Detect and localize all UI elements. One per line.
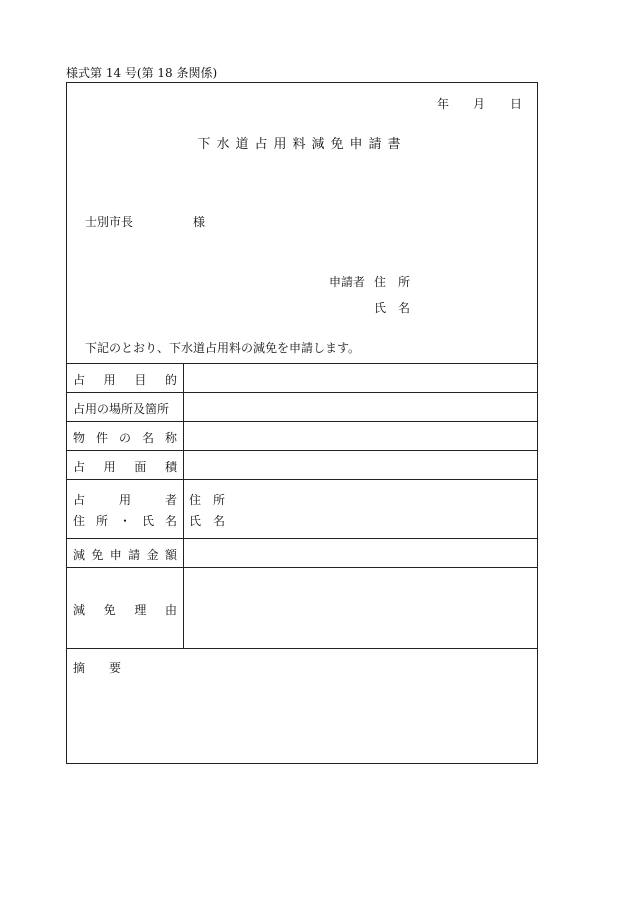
label-char: 面 bbox=[134, 460, 147, 474]
label-char: 理 bbox=[134, 603, 147, 617]
label-char: 名 bbox=[141, 431, 154, 445]
form-title: 下水道占用料減免申請書 bbox=[197, 137, 407, 152]
label-char: 物 bbox=[73, 431, 86, 445]
label-char: 氏 bbox=[141, 514, 154, 528]
label-char: の bbox=[118, 431, 131, 445]
application-form bbox=[66, 82, 538, 764]
remarks-label: 摘 要 bbox=[73, 661, 122, 675]
label-char: 減 bbox=[73, 603, 86, 617]
label-char: 占 bbox=[73, 460, 86, 474]
label-char: 称 bbox=[164, 431, 177, 445]
object-name-label bbox=[73, 429, 177, 446]
label-char: 請 bbox=[128, 548, 141, 562]
label-char: 用 bbox=[118, 493, 131, 507]
label-char: 用 bbox=[103, 373, 116, 387]
occupant-name-label: 氏 名 bbox=[189, 514, 226, 528]
label-char: 件 bbox=[95, 431, 108, 445]
label-char: 減 bbox=[73, 548, 86, 562]
reason-label bbox=[73, 601, 177, 618]
divider bbox=[67, 363, 537, 364]
area-label bbox=[73, 458, 177, 475]
label-char: 免 bbox=[91, 548, 104, 562]
occupant-address-label: 住 所 bbox=[189, 493, 226, 507]
label-char: 申 bbox=[109, 548, 122, 562]
label-char: 住 bbox=[73, 514, 86, 528]
amount-label bbox=[73, 546, 177, 563]
label-char: 金 bbox=[146, 548, 159, 562]
label-char: 目 bbox=[134, 373, 147, 387]
date-month: 月 bbox=[473, 97, 486, 111]
purpose-label bbox=[73, 371, 177, 388]
divider bbox=[67, 392, 537, 393]
label-char: 用 bbox=[103, 460, 116, 474]
intro-text: 下記のとおり、下水道占用料の減免を申請します。 bbox=[85, 341, 361, 355]
label-char: 的 bbox=[164, 373, 177, 387]
applicant-address-label: 住 所 bbox=[374, 275, 411, 289]
divider bbox=[67, 538, 537, 539]
occupant-label-line2 bbox=[73, 512, 177, 529]
location-label bbox=[73, 400, 177, 417]
addressee: 士別市長 bbox=[85, 215, 134, 229]
form-number: 様式第 14 号(第 18 条関係) bbox=[66, 66, 218, 80]
divider bbox=[67, 567, 537, 568]
divider bbox=[67, 648, 537, 649]
honorific: 様 bbox=[193, 215, 206, 229]
applicant-name-label: 氏 名 bbox=[374, 301, 411, 315]
label-char: 占 bbox=[73, 493, 86, 507]
date-day: 日 bbox=[510, 97, 523, 111]
label-text: 占用の場所及箇所 bbox=[73, 402, 170, 416]
label-char: 所 bbox=[95, 514, 108, 528]
label-char: 由 bbox=[164, 603, 177, 617]
label-char: 者 bbox=[164, 493, 177, 507]
label-char: 名 bbox=[164, 514, 177, 528]
label-column-divider bbox=[183, 363, 184, 648]
label-char: 額 bbox=[164, 548, 177, 562]
applicant-label: 申請者 bbox=[329, 275, 366, 289]
divider bbox=[67, 450, 537, 451]
label-char: 積 bbox=[164, 460, 177, 474]
divider bbox=[67, 421, 537, 422]
occupant-label-line1 bbox=[73, 491, 177, 508]
label-char: 免 bbox=[103, 603, 116, 617]
label-char: ・ bbox=[118, 514, 131, 528]
label-char: 占 bbox=[73, 373, 86, 387]
date-year: 年 bbox=[437, 97, 450, 111]
divider bbox=[67, 479, 537, 480]
